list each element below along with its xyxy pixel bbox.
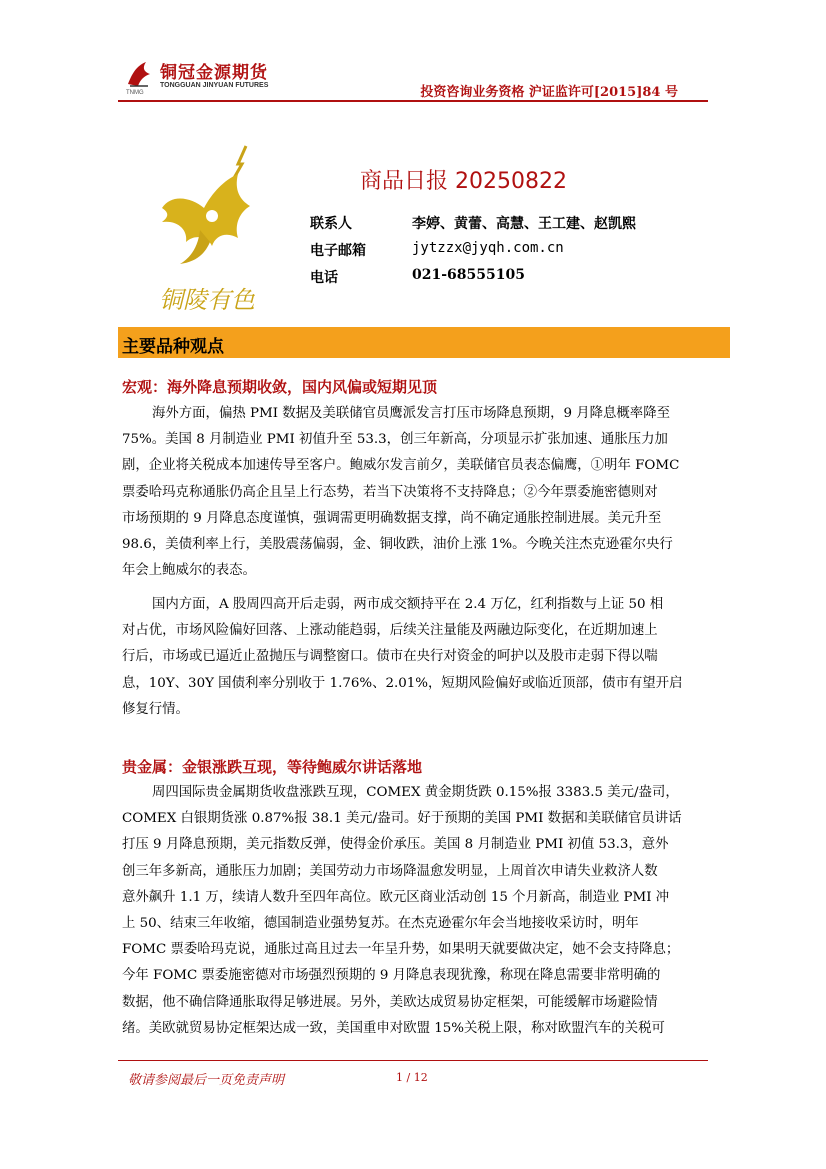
section-band-title: 主要品种观点 [122, 337, 224, 357]
section-heading-precious-metals: 贵金属：金银涨跌互现，等待鲍威尔讲话落地 [122, 758, 423, 776]
report-title: 商品日报 20250822 [360, 169, 567, 194]
text-line: 上 50、结束三年收缩，德国制造业强势复苏。在杰克逊霍尔年会当地接收采访时，明年 [122, 916, 639, 932]
text-line: 打压 9 月降息预期，美元指数反弹，使得金价承压。美国 8 月制造业 PMI 初值 53.3，意外 [122, 837, 669, 853]
disclaimer-note[interactable]: 敬请参阅最后一页免责声明 [128, 1073, 285, 1088]
contact-label: 联系人 [310, 216, 352, 232]
phone-value: 021-68555105 [412, 267, 525, 283]
license-text: 投资咨询业务资格 沪证监许可[2015]84 号 [420, 85, 678, 100]
text-line: COMEX 白银期货涨 0.87%报 38.1 美元/盎司。好于预期的美国 PMI 数据和美联储官员讲话 [122, 811, 682, 827]
text-line: 创三年多新高，通胀压力加剧；美国劳动力市场降温愈发明显，上周首次申请失业救济人数 [122, 863, 658, 879]
text-line: 周四国际贵金属期货收盘涨跌互现，COMEX 黄金期货跌 0.15%报 3383.5 美元/盎司， [152, 785, 679, 800]
email-value[interactable]: jytzzx@jyqh.com.cn [412, 240, 564, 256]
text-line: 意外飙升 1.1 万，续请人数升至四年高位。欧元区商业活动创 15 个月新高，制造业 PMI 冲 [122, 889, 670, 905]
text-line: 绪。美欧就贸易协定框架达成一致，美国重申对欧盟 15%关税上限，称对欧盟汽车的关税可 [122, 1020, 665, 1036]
text-line: 修复行情。 [122, 701, 189, 717]
phone-label: 电话 [310, 270, 338, 286]
email-label: 电子邮箱 [310, 243, 366, 259]
text-line: 票委哈玛克称通胀仍高企且呈上行态势，若当下决策将不支持降息；②今年票委施密德则对 [122, 484, 658, 500]
text-line: 数据，他不确信降通胀取得足够进展。另外，美欧达成贸易协定框架，可能缓解市场避险情 [122, 994, 658, 1010]
text-line: 海外方面，偏热 PMI 数据及美联储官员鹰派发言打压市场降息预期，9 月降息概率降至 [152, 406, 670, 421]
paragraph-precious-metals [122, 780, 714, 1042]
section-heading-macro: 宏观：海外降息预期收敛，国内风偏或短期见顶 [122, 378, 438, 396]
text-line: FOMC 票委哈玛克说，通胀过高且过去一年呈升势，如果明天就要做决定，她不会支持降息； [122, 942, 680, 958]
text-line: 国内方面，A 股周四高开后走弱，两市成交额持平在 2.4 万亿，红利指数与上证 50 相 [152, 597, 664, 612]
text-line: 行后，市场或已逼近止盈抛压与调整窗口。债市在央行对资金的呵护以及股市走弱下得以喘 [122, 649, 658, 665]
text-line: 75%。美国 8 月制造业 PMI 初值升至 53.3，创三年新高，分项显示扩张加速、通胀压力加 [122, 432, 668, 448]
text-line: 98.6，美债利率上行，美股震荡偏弱，金、铜收跌，油价上涨 1%。今晚关注杰克逊霍尔央行 [122, 537, 673, 553]
company-name-cn: 铜冠金源期货 [160, 63, 268, 83]
contact-value: 李婷、黄蕾、高慧、王工建、赵凯熙 [412, 216, 636, 232]
company-logo-icon [122, 56, 156, 90]
paragraph-macro-overseas [122, 401, 714, 584]
text-line: 息，10Y、30Y 国债利率分别收于 1.76%、2.01%，短期风险偏好或临近顶部，债市有望开启 [122, 675, 683, 691]
emblem-text: 铜陵有色 [159, 286, 255, 314]
text-line: 市场预期的 9 月降息态度谨慎，强调需更明确数据支撑，尚不确定通胀控制进展。美元升至 [122, 510, 662, 526]
company-name-en: TONGGUAN JINYUAN FUTURES [160, 82, 269, 89]
company-abbr: TNMG [126, 90, 144, 96]
footer-divider [118, 1060, 708, 1061]
text-line: 对占优，市场风险偏好回落、上涨动能趋弱，后续关注量能及两融边际变化，在近期加速上 [122, 623, 658, 639]
text-line: 年会上鲍威尔的表态。 [122, 563, 256, 579]
page-number: 1 / 12 [396, 1071, 428, 1084]
text-line: 剧，企业将关税成本加速传导至客户。鲍威尔发言前夕，美联储官员表态偏鹰，①明年 FOMC [122, 458, 680, 474]
paragraph-macro-domestic [122, 592, 714, 723]
header-divider [118, 100, 708, 102]
text-line: 今年 FOMC 票委施密德对市场强烈预期的 9 月降息表现犹豫，称现在降息需要非常明确的 [122, 968, 661, 984]
